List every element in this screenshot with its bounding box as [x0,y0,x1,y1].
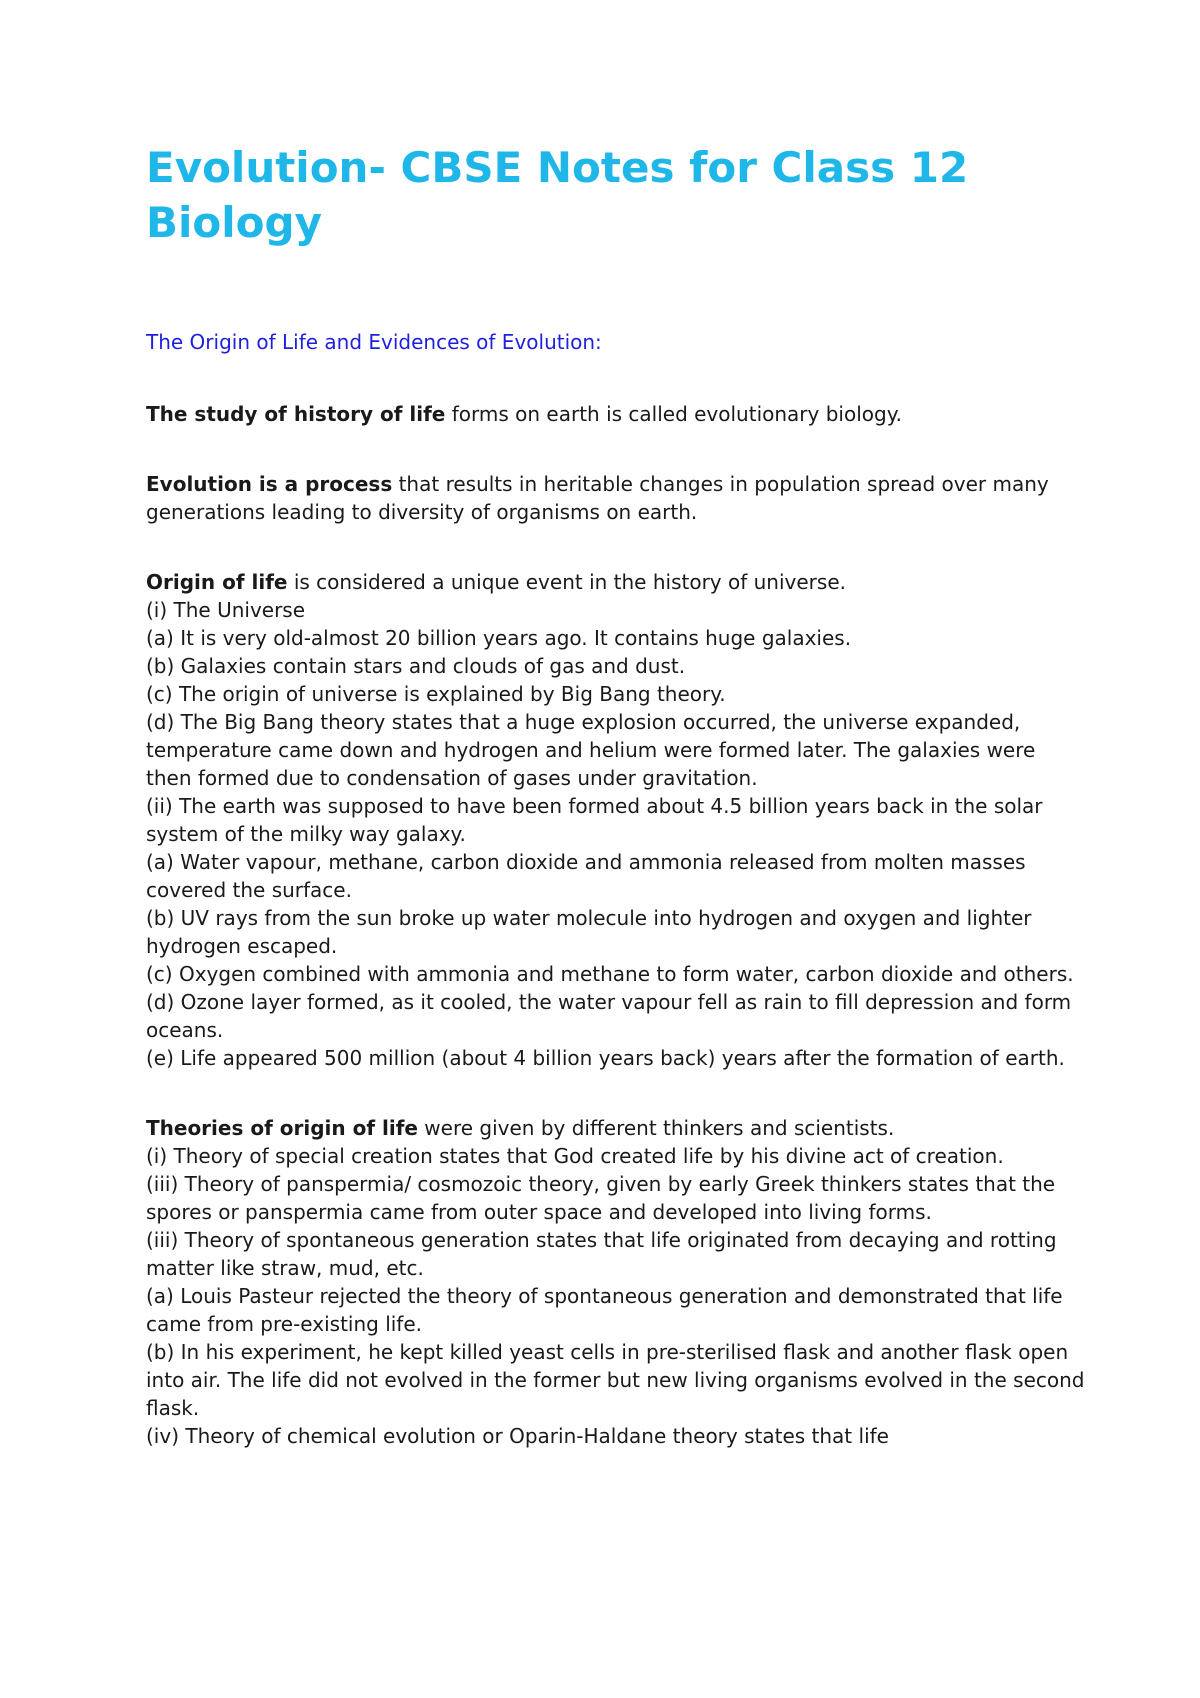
document-title: Evolution- CBSE Notes for Class 12 Biology [146,143,969,247]
paragraph-lead-bold: The study of history of life [146,402,446,426]
paragraph-lead-bold: Origin of life [146,570,288,594]
list-item: (d) The Big Bang theory states that a huge explosion occurred, the universe expanded, temperature came down and hydrogen and helium were formed later. The galaxies were then formed due to condensation of gases under gravitation. [146,710,1036,790]
list-item: (iii) Theory of spontaneous generation states that life originated from decaying and rotting matter like straw, mud, etc. [146,1228,1057,1280]
list-item: (c) The origin of universe is explained by Big Bang theory. [146,682,726,706]
list-item: (b) UV rays from the sun broke up water molecule into hydrogen and oxygen and lighter hydrogen escaped. [146,906,1032,958]
section-heading: The Origin of Life and Evidences of Evolution: [146,330,602,354]
paragraph-lead-bold: Evolution is a process [146,472,393,496]
paragraph-first-line [146,1114,1086,1142]
list-item: (iv) Theory of chemical evolution or Oparin-Haldane theory states that life [146,1424,889,1448]
document-page [146,140,1086,1450]
list-item: (b) Galaxies contain stars and clouds of gas and dust. [146,654,686,678]
paragraph-text: were given by different thinkers and scientists. [417,1116,895,1140]
paragraph-lead-bold: Theories of origin of life [146,1116,418,1140]
list-item: (a) Louis Pasteur rejected the theory of spontaneous generation and demonstrated that life came from pre-existing life. [146,1284,1063,1336]
list-item: (e) Life appeared 500 million (about 4 billion years back) years after the formation of earth. [146,1046,1065,1070]
list-item: (a) It is very old-almost 20 billion years ago. It contains huge galaxies. [146,626,852,650]
list-item: (d) Ozone layer formed, as it cooled, the water vapour fell as rain to fill depression and form oceans. [146,990,1072,1042]
list-item: (a) Water vapour, methane, carbon dioxide and ammonia released from molten masses covered the surface. [146,850,1026,902]
list-item: (i) Theory of special creation states that God created life by his divine act of creation. [146,1144,1004,1168]
list-item: (c) Oxygen combined with ammonia and methane to form water, carbon dioxide and others. [146,962,1074,986]
list-item: (ii) The earth was supposed to have been formed about 4.5 billion years back in the solar system of the milky way galaxy. [146,794,1043,846]
paragraph-text: forms on earth is called evolutionary biology. [445,402,903,426]
paragraph-evolution-process [146,470,1086,526]
paragraph-evolutionary-biology [146,400,1086,428]
paragraph-origin-of-life [146,568,1086,1072]
list-item: (iii) Theory of panspermia/ cosmozoic theory, given by early Greek thinkers states that the spores or panspermia came from outer space and developed into living forms. [146,1172,1056,1224]
paragraph-text: is considered a unique event in the history of universe. [287,570,846,594]
list-item: (b) In his experiment, he kept killed yeast cells in pre-sterilised flask and another flask open into air. The life did not evolved in the former but new living organisms evolved in the second flask. [146,1340,1085,1420]
list-item: (i) The Universe [146,598,306,622]
paragraph-first-line [146,568,1086,596]
paragraph-text: that results in heritable changes in population spread over many generations leading to diversity of organisms on earth. [146,472,1049,524]
paragraph-theories-of-origin [146,1114,1086,1450]
